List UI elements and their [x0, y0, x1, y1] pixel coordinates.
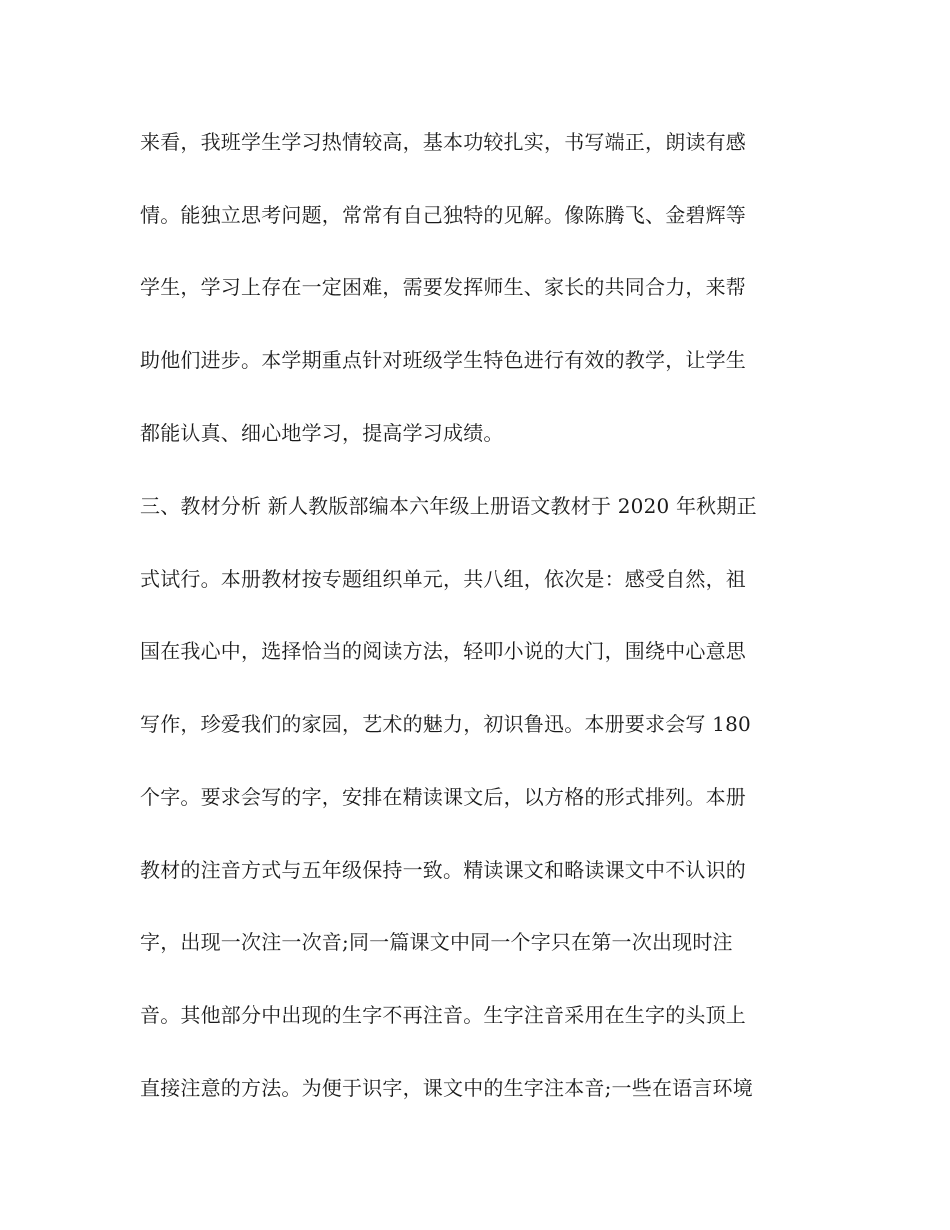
text-line: 来看，我班学生学习热情较高，基本功较扎实，书写端正，朗读有感 [140, 130, 746, 154]
text-line: 字，出现一次注一次音;同一篇课文中同一个字只在第一次出现时注 [140, 930, 733, 954]
text-line: 都能认真、细心地学习，提高学习成绩。 [140, 421, 504, 445]
text-line: 教材的注音方式与五年级保持一致。精读课文和略读课文中不认识的 [140, 858, 746, 882]
text-line: 情。能独立思考问题，常常有自己独特的见解。像陈腾飞、金碧辉等 [140, 203, 746, 227]
text-line: 写作，珍爱我们的家园，艺术的魅力，初识鲁迅。本册要求会写 180 [140, 712, 751, 736]
text-line: 助他们进步。本学期重点针对班级学生特色进行有效的教学，让学生 [140, 348, 746, 372]
text-line: 个字。要求会写的字，安排在精读课文后，以方格的形式排列。本册 [140, 785, 746, 809]
text-line: 学生，学习上存在一定困难，需要发挥师生、家长的共同合力，来帮 [140, 275, 746, 299]
text-line: 国在我心中，选择恰当的阅读方法，轻叩小说的大门，围绕中心意思 [140, 639, 746, 663]
text-line: 直接注意的方法。为便于识字，课文中的生字注本音;一些在语言环境 [140, 1076, 753, 1100]
text-line: 式试行。本册教材按专题组织单元，共八组，依次是：感受自然，祖 [140, 567, 746, 591]
section-heading-line: 三、教材分析 新人教版部编本六年级上册语文教材于 2020 年秋期正 [140, 494, 757, 518]
text-line: 音。其他部分中出现的生字不再注音。生字注音采用在生字的头顶上 [140, 1003, 746, 1027]
